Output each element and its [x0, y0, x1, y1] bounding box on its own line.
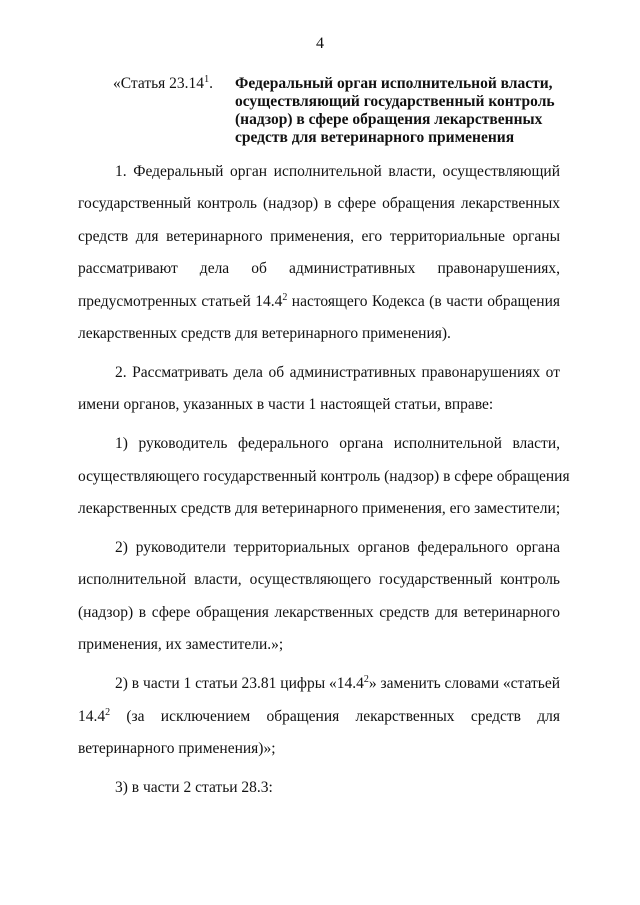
text-fragment: настоящего Кодекса (в части обращения [287, 292, 560, 310]
text-line: осуществляющего государственный контроль (надзор) в сфере обращения [78, 467, 570, 485]
text-line: 2. Рассматривать дела об административных правонарушениях от [115, 363, 560, 381]
article-title-line: средств для ветеринарного применения [235, 129, 515, 146]
text-line [78, 668, 560, 700]
text-fragment: предусмотренных статьей 14.4 [78, 292, 283, 310]
text-line: применения, их заместители.»; [78, 636, 284, 654]
article-title-line: (надзор) в сфере обращения лекарственных [235, 111, 543, 128]
text-line [78, 286, 560, 318]
text-line: средств для ветеринарного применения, его территориальные органы [78, 227, 560, 245]
article-title [235, 75, 575, 147]
superscript: 2 [105, 706, 111, 718]
text-line: рассматривают дела об административных правонарушениях, [78, 260, 560, 278]
article-label [113, 75, 213, 93]
article-label-suffix: . [209, 75, 213, 92]
paragraph-6 [78, 772, 560, 804]
text-line: ветеринарного применения)»; [78, 740, 276, 758]
paragraph-4 [78, 532, 560, 662]
text-line: 2) руководители территориальных органов федерального органа [115, 539, 560, 557]
text-fragment: (за исключением обращения лекарственных средств для [110, 707, 560, 725]
text-line [78, 701, 560, 733]
article-body [78, 156, 570, 804]
paragraph-1 [78, 156, 560, 350]
text-line: 1) руководитель федерального органа исполнительной власти, [115, 435, 560, 453]
article-title-line: Федеральный орган исполнительной власти, [235, 75, 553, 92]
text-line: государственный контроль (надзор) в сфере обращения лекарственных [78, 195, 560, 213]
paragraph-5 [78, 668, 560, 765]
paragraph-3 [78, 428, 570, 525]
text-line: лекарственных средств для ветеринарного применения, его заместители; [78, 500, 561, 518]
text-fragment: 2) в части 1 статьи 23.81 цифры «14.4 [115, 675, 364, 693]
article-label-prefix: «Статья 23.14 [113, 75, 205, 92]
text-line: 1. Федеральный орган исполнительной власти, осуществляющий [115, 163, 560, 180]
paragraph-2 [78, 357, 560, 422]
superscript: 2 [282, 291, 288, 303]
text-line: (надзор) в сфере обращения лекарственных средств для ветеринарного [78, 603, 560, 621]
text-line: 3) в части 2 статьи 28.3: [115, 779, 273, 796]
article-label-superscript: 1 [204, 74, 210, 85]
page-number: 4 [316, 35, 324, 52]
text-fragment: » заменить словами «статьей [368, 675, 560, 693]
text-line: имени органов, указанных в части 1 настоящей статьи, вправе: [78, 396, 494, 414]
text-line: лекарственных средств для ветеринарного применения). [78, 324, 451, 342]
article-title-line: осуществляющий государственный контроль [235, 93, 555, 110]
text-fragment: 14.4 [78, 707, 106, 725]
text-line: исполнительной власти, осуществляющего государственный контроль [78, 571, 560, 589]
superscript: 2 [363, 674, 369, 686]
